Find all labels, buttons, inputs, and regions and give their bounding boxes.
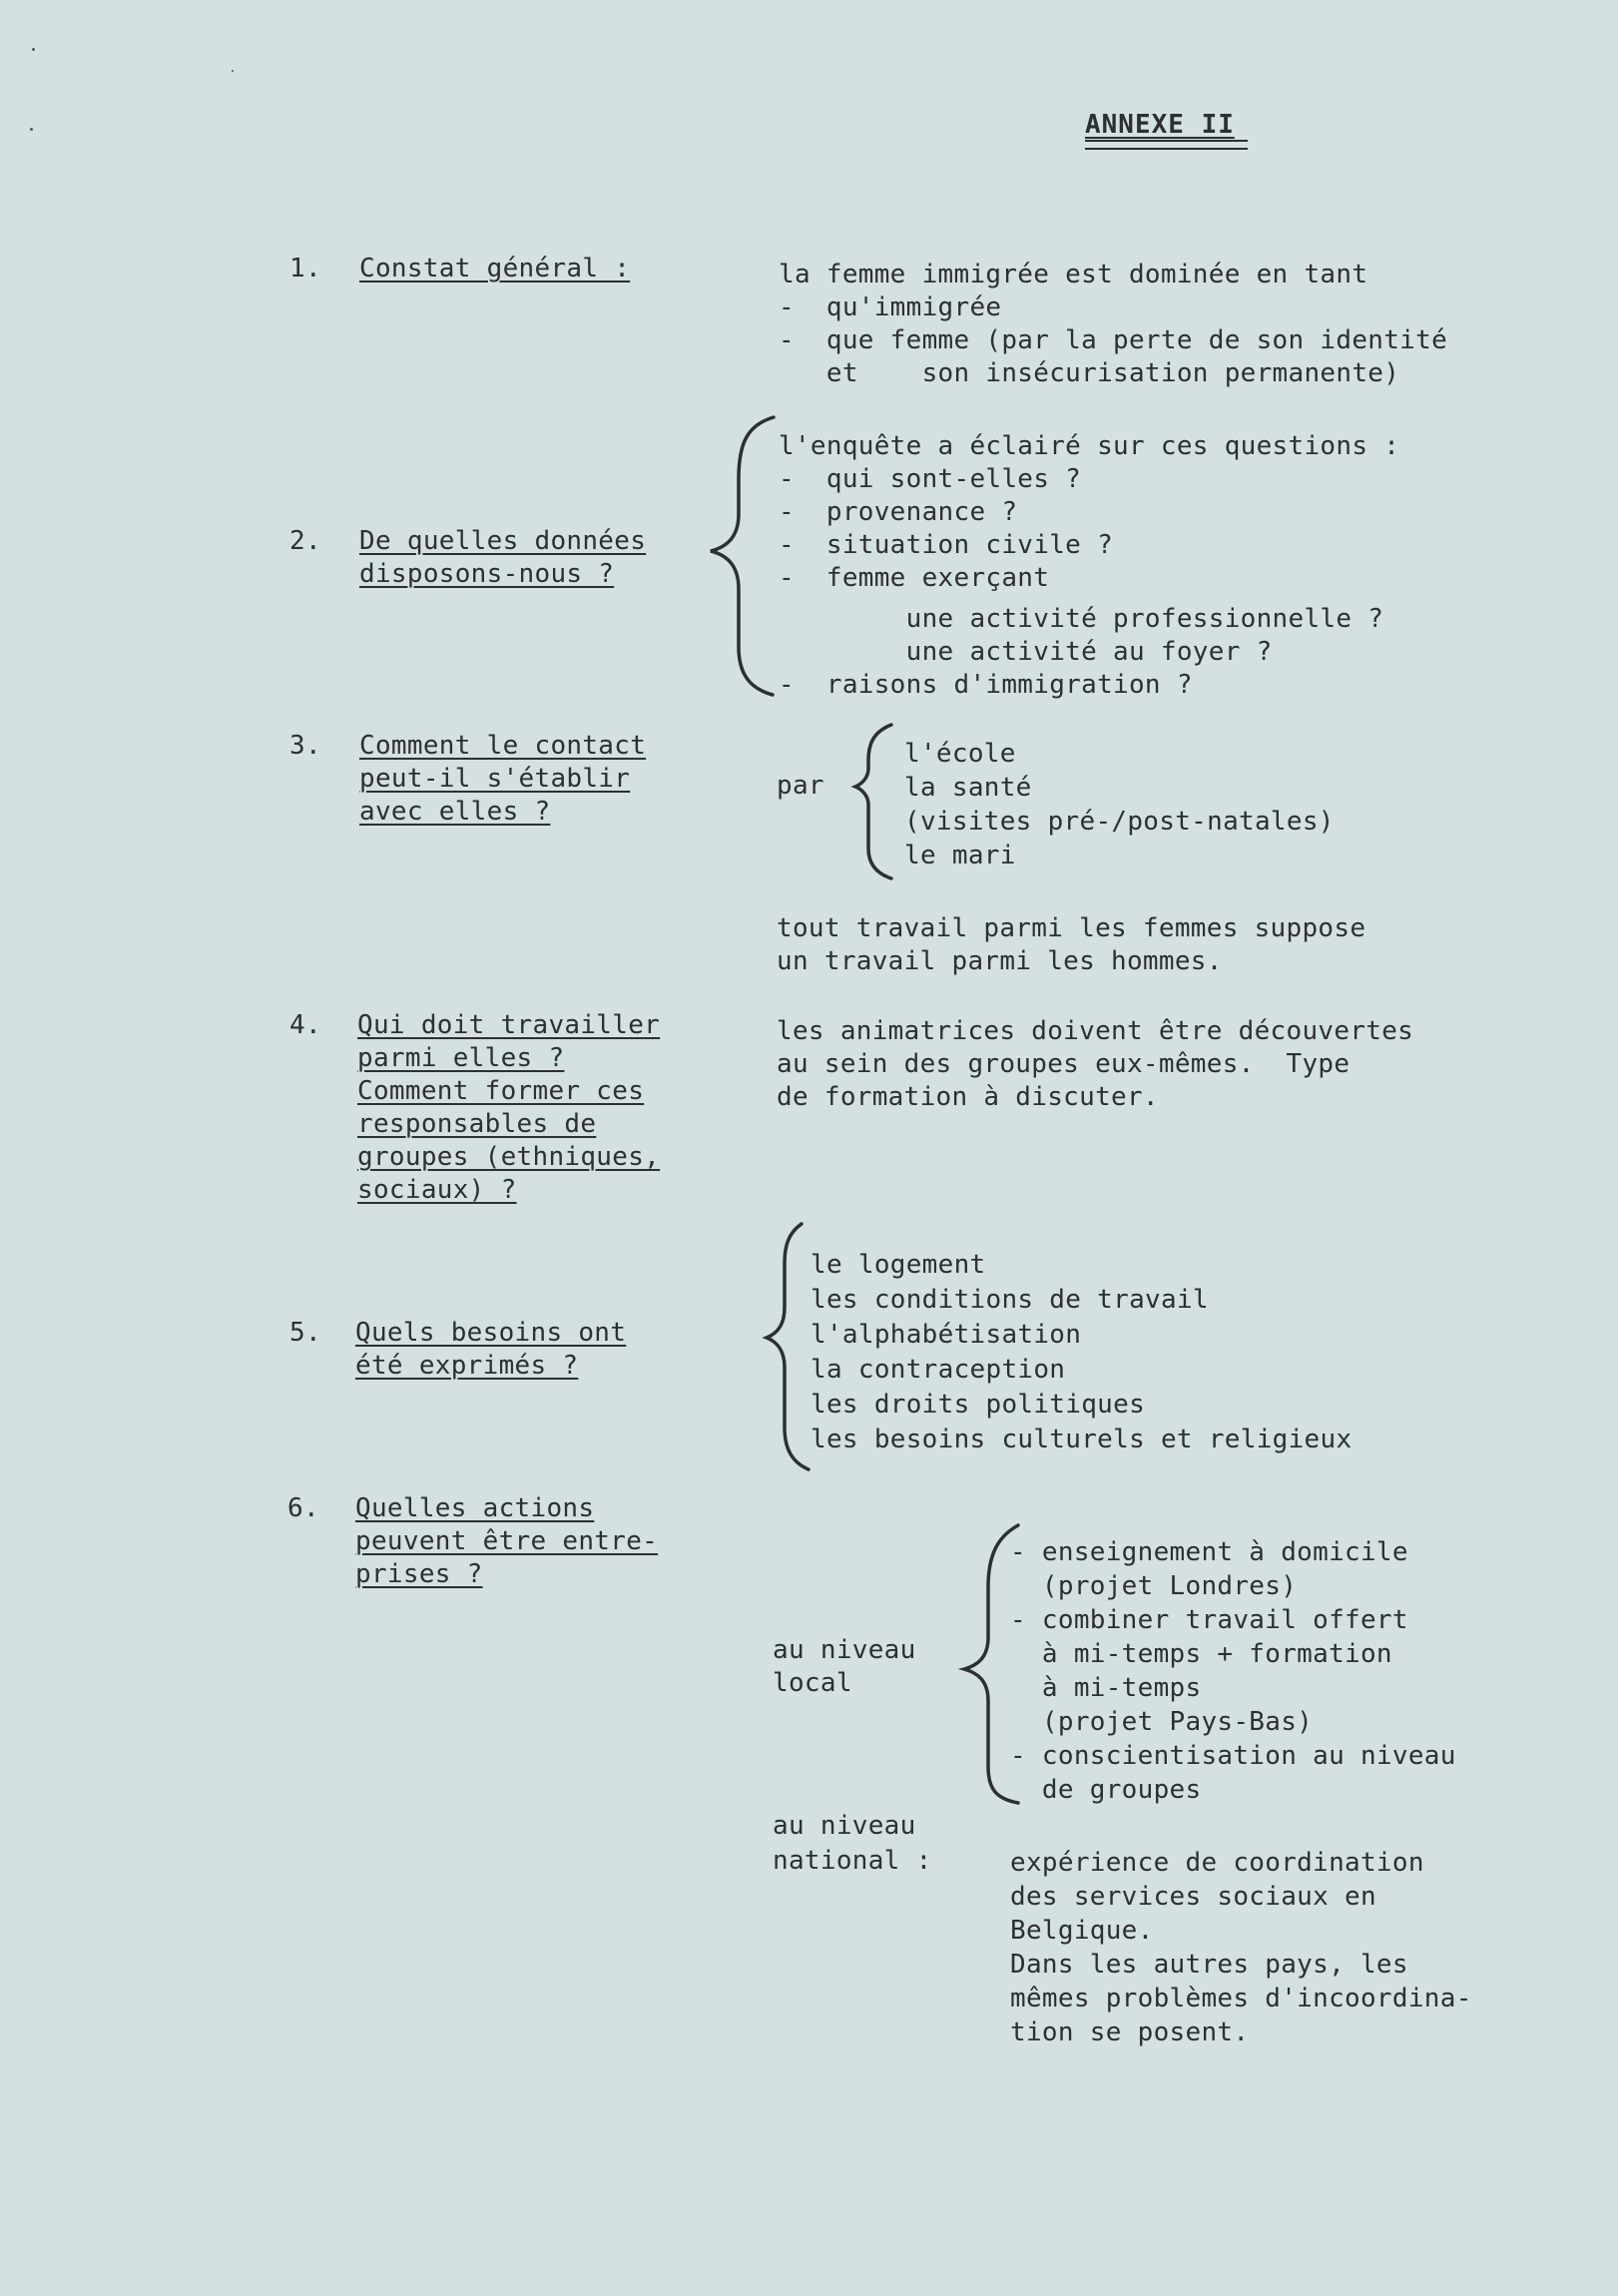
section-2-heading: De quelles données xyxy=(359,526,647,556)
section-2-line: - qui sont-elles ? xyxy=(779,464,1082,494)
section-6-heading: peuvent être entre- xyxy=(355,1526,659,1556)
section-1-line: - que femme (par la perte de son identité xyxy=(779,325,1448,355)
section-6-national-item: expérience de coordination xyxy=(1010,1848,1424,1878)
section-5-line: les conditions de travail xyxy=(810,1285,1209,1315)
section-2-number: 2. xyxy=(289,526,321,556)
section-4-heading: parmi elles ? xyxy=(357,1043,565,1073)
section-6-local-item: (projet Londres) xyxy=(1010,1571,1298,1601)
section-2-line: l'enquête a éclairé sur ces questions : xyxy=(779,431,1400,461)
section-6-local-item: - enseignement à domicile xyxy=(1010,1537,1408,1567)
section-5-line: le logement xyxy=(810,1250,986,1280)
section-6-local-label: au niveau xyxy=(773,1635,916,1665)
section-1-line: et son insécurisation permanente) xyxy=(779,358,1400,388)
section-6-national-item: Belgique. xyxy=(1010,1916,1154,1946)
section-6-local-item: - conscientisation au niveau xyxy=(1010,1741,1456,1771)
section-4-number: 4. xyxy=(289,1010,321,1040)
section-3-line: la santé xyxy=(904,773,1032,803)
section-6-local-item: de groupes xyxy=(1010,1775,1202,1805)
section-6-national-label: au niveau xyxy=(773,1811,916,1841)
section-3-note: tout travail parmi les femmes suppose xyxy=(777,913,1366,943)
section-3-heading: peut-il s'établir xyxy=(359,764,631,794)
section-2-line: - provenance ? xyxy=(779,497,1018,527)
section-6-local-item: à mi-temps + formation xyxy=(1010,1639,1392,1669)
section-5-line: la contraception xyxy=(810,1355,1066,1385)
section-4-line: de formation à discuter. xyxy=(777,1082,1159,1112)
section-3-heading: Comment le contact xyxy=(359,731,647,761)
section-3-number: 3. xyxy=(289,731,321,761)
section-3-line: l'école xyxy=(904,739,1016,769)
section-2-heading: disposons-nous ? xyxy=(359,559,615,589)
brace-section-6-local xyxy=(964,1525,1018,1803)
section-2-line: une activité professionnelle ? xyxy=(779,604,1384,634)
section-1-number: 1. xyxy=(289,254,321,284)
section-6-national-item: mêmes problèmes d'incoordina- xyxy=(1010,1984,1472,2013)
section-6-local-label: local xyxy=(773,1668,852,1698)
section-4-heading: Qui doit travailler xyxy=(357,1010,661,1040)
section-1-line: la femme immigrée est dominée en tant xyxy=(779,260,1368,289)
section-5-line: les droits politiques xyxy=(810,1390,1146,1420)
section-6-local-item: à mi-temps xyxy=(1010,1673,1202,1703)
section-6-local-item: - combiner travail offert xyxy=(1010,1605,1408,1635)
brace-section-3 xyxy=(855,725,891,878)
section-5-number: 5. xyxy=(289,1318,321,1348)
section-5-heading: été exprimés ? xyxy=(355,1351,579,1381)
section-6-national-item: Dans les autres pays, les xyxy=(1010,1950,1408,1980)
section-3-line: le mari xyxy=(904,841,1016,870)
section-6-local-item: (projet Pays-Bas) xyxy=(1010,1707,1314,1737)
section-1-heading: Constat général : xyxy=(359,254,631,284)
section-2-line: - raisons d'immigration ? xyxy=(779,670,1193,700)
section-5-line: les besoins culturels et religieux xyxy=(810,1425,1352,1454)
brace-section-5 xyxy=(767,1224,809,1469)
section-3-note: un travail parmi les hommes. xyxy=(777,946,1223,976)
section-4-line: au sein des groupes eux-mêmes. Type xyxy=(777,1049,1350,1079)
scan-speck xyxy=(32,48,35,51)
brace-section-2 xyxy=(711,417,774,695)
section-6-national-item: tion se posent. xyxy=(1010,2017,1250,2047)
section-5-heading: Quels besoins ont xyxy=(355,1318,627,1348)
section-6-number: 6. xyxy=(287,1493,319,1523)
section-6-heading: prises ? xyxy=(355,1559,483,1589)
section-4-heading: Comment former ces xyxy=(357,1076,645,1106)
section-6-national-item: des services sociaux en xyxy=(1010,1882,1376,1912)
section-5-line: l'alphabétisation xyxy=(810,1320,1082,1350)
section-3-heading: avec elles ? xyxy=(359,797,551,827)
section-4-heading: sociaux) ? xyxy=(357,1175,517,1205)
section-4-line: les animatrices doivent être découvertes xyxy=(777,1016,1414,1046)
section-3-lead: par xyxy=(777,771,824,801)
page-title: ANNEXE II xyxy=(1085,110,1235,140)
section-6-heading: Quelles actions xyxy=(355,1493,595,1523)
section-3-line: (visites pré-/post-natales) xyxy=(904,807,1335,837)
scan-speck xyxy=(232,70,234,72)
section-4-heading: responsables de xyxy=(357,1109,597,1139)
section-1-line: - qu'immigrée xyxy=(779,292,1002,322)
section-2-line: une activité au foyer ? xyxy=(779,637,1273,667)
section-2-line: - situation civile ? xyxy=(779,530,1114,560)
section-2-line: - femme exerçant xyxy=(779,563,1050,593)
scan-speck xyxy=(30,128,33,131)
section-4-heading: groupes (ethniques, xyxy=(357,1142,661,1172)
section-6-national-label: national : xyxy=(773,1846,932,1876)
